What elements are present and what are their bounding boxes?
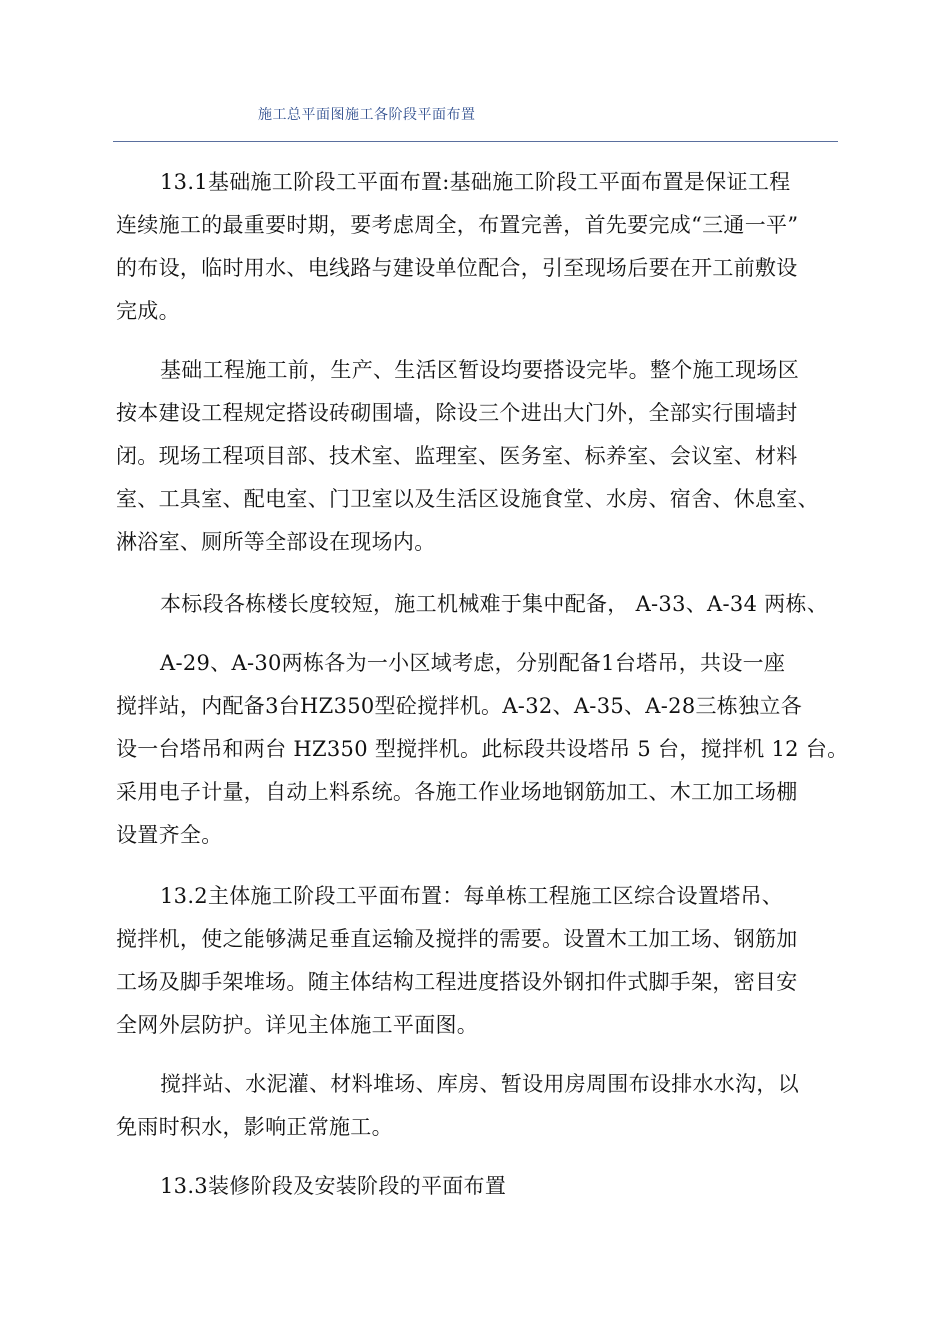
text-line: 采用电子计量，自动上料系统。各施工作业场地钢筋加工、木工加工场棚 [116, 780, 798, 804]
text-line: 13.2主体施工阶段工平面布置：每单栋工程施工区综合设置塔吊、 [160, 884, 784, 908]
text-line: 全网外层防护。详见主体施工平面图。 [116, 1013, 479, 1037]
text-line: 设一台塔吊和两台 HZ350 型搅拌机。此标段共设塔吊 5 台，搅拌机 12 台。 [116, 737, 849, 761]
text-line: 连续施工的最重要时期，要考虑周全，布置完善，首先要完成“三通一平” [116, 213, 799, 237]
page-header: 施工总平面图施工各阶段平面布置 [258, 107, 476, 123]
text-line: A-29、A-30两栋各为一小区域考虑，分别配备1台塔吊，共设一座 [160, 651, 786, 675]
text-line: 免雨时积水，影响正常施工。 [116, 1115, 393, 1139]
text-line: 13.1基础施工阶段工平面布置:基础施工阶段工平面布置是保证工程 [160, 170, 791, 194]
text-line: 工场及脚手架堆场。随主体结构工程进度搭设外钢扣件式脚手架，密目安 [116, 970, 798, 994]
text-line: 搅拌机，使之能够满足垂直运输及搅拌的需要。设置木工加工场、钢筋加 [116, 927, 798, 951]
text-line: 室、工具室、配电室、门卫室以及生活区设施食堂、水房、宿舍、休息室、 [116, 487, 819, 511]
text-line: 按本建设工程规定搭设砖砌围墙，除设三个进出大门外，全部实行围墙封 [116, 401, 798, 425]
text-line: 搅拌站、水泥灌、材料堆场、库房、暂设用房周围布设排水水沟，以 [160, 1072, 799, 1096]
text-line: 的布设，临时用水、电线路与建设单位配合，引至现场后要在开工前敷设 [116, 256, 798, 280]
text-line: 设置齐全。 [116, 823, 223, 847]
text-line: 本标段各栋楼长度较短，施工机械难于集中配备， A-33、A-34 两栋、 [160, 592, 829, 616]
text-line: 13.3装修阶段及安装阶段的平面布置 [160, 1174, 507, 1198]
text-line: 淋浴室、厕所等全部设在现场内。 [116, 530, 436, 554]
text-line: 搅拌站，内配备3台HZ350型砼搅拌机。A-32、A-35、A-28三栋独立各 [116, 694, 802, 718]
text-line: 完成。 [116, 299, 180, 323]
header-divider [113, 141, 838, 142]
text-line: 闭。现场工程项目部、技术室、监理室、医务室、标养室、会议室、材料 [116, 444, 798, 468]
text-line: 基础工程施工前，生产、生活区暂设均要搭设完毕。整个施工现场区 [160, 358, 799, 382]
